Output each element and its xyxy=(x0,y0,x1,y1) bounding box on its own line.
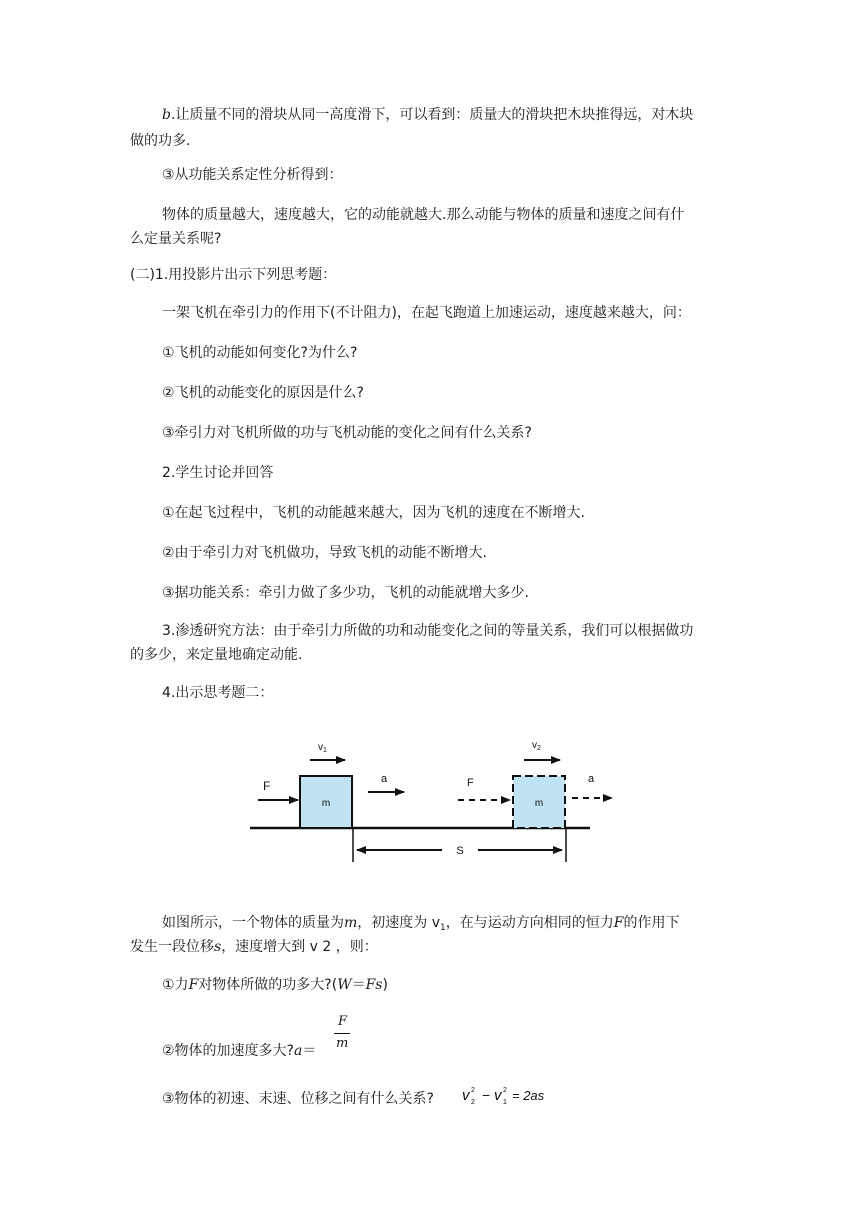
q1-var-F: F xyxy=(188,977,199,993)
step-3-line-1: 3.渗透研究方法：由于牵引力所做的功和动能变化之间的等量关系，我们可以根据做功 xyxy=(162,623,694,639)
s-label: S xyxy=(456,845,464,857)
q1-var-Fs: Fs xyxy=(365,977,383,993)
problem-text-3: ，在与运动方向相同的恒力 xyxy=(445,915,614,931)
problem-line-1 xyxy=(162,912,679,939)
v1-subscript: 1 xyxy=(440,923,446,933)
problem-text-1: 如图所示，一个物体的质量为 xyxy=(162,915,344,931)
line-conclusion-1: 物体的质量越大，速度越大，它的动能就越大.那么动能与物体的质量和速度之间有什 xyxy=(162,207,685,223)
answer-1: ①在起飞过程中，飞机的动能越来越大，因为飞机的速度在不断增大. xyxy=(162,505,585,521)
mass-label-left: m xyxy=(321,798,331,809)
q2-text: ②物体的加速度多大? xyxy=(162,1043,294,1059)
q2-var-a: a xyxy=(293,1043,303,1059)
svg-text:2: 2 xyxy=(503,1087,507,1094)
equation-rhs: = 2as xyxy=(512,1088,545,1103)
v1-label: $v_1$ xyxy=(318,742,327,754)
fraction-numerator: F xyxy=(338,1014,348,1029)
problem-line-2 xyxy=(130,936,378,958)
accel-label-left: a xyxy=(381,773,388,785)
var-s: s xyxy=(214,939,222,955)
sub-question-1 xyxy=(162,974,388,996)
svg-text:1: 1 xyxy=(503,1099,507,1106)
question-3: ③牵引力对飞机所做的功与飞机动能的变化之间有什么关系? xyxy=(162,425,532,441)
fraction-bar xyxy=(334,1033,350,1034)
line-b-part2: 做的功多. xyxy=(130,133,191,149)
force-diagram xyxy=(0,730,860,890)
kinematics-equation xyxy=(460,1080,570,1110)
svg-text:v: v xyxy=(462,1087,470,1104)
problem-text-2: ，初速度为 v xyxy=(357,915,441,931)
svg-text:2: 2 xyxy=(471,1099,475,1106)
sub-question-2 xyxy=(162,1040,316,1062)
problem-text-4: 的作用下 xyxy=(623,915,680,931)
answer-2: ②由于牵引力对飞机做功，导致飞机的动能不断增大. xyxy=(162,545,487,561)
question-2: ②飞机的动能变化的原因是什么? xyxy=(162,385,364,401)
force-label-right: F xyxy=(467,777,474,789)
svg-text:v: v xyxy=(494,1087,502,1104)
line-conclusion-2: 么定量关系呢? xyxy=(130,231,222,247)
answer-3: ③据功能关系：牵引力做了多少功，飞机的动能就增大多少. xyxy=(162,585,529,601)
svg-text:−: − xyxy=(482,1087,491,1103)
step-2-heading: 2.学生讨论并回答 xyxy=(162,465,274,481)
q1-close: ) xyxy=(382,977,388,993)
force-label-left: F xyxy=(263,779,271,793)
line-airplane: 一架飞机在牵引力的作用下(不计阻力)，在起飞跑道上加速运动，速度越来越大，问： xyxy=(162,305,691,321)
line-circle3-analysis: ③从功能关系定性分析得到： xyxy=(162,167,343,183)
mass-label-right: m xyxy=(534,798,544,809)
accel-label-right: a xyxy=(588,773,595,785)
step-3-line-2: 的多少，来定量地确定动能. xyxy=(130,647,303,663)
q1-eq: ＝ xyxy=(351,977,366,993)
v2-label: $v_2$ xyxy=(532,740,541,752)
var-F: F xyxy=(613,915,624,931)
svg-text:2: 2 xyxy=(471,1087,475,1094)
q1-var-W: W xyxy=(337,977,352,993)
var-m: m xyxy=(344,915,358,931)
line-b-text: .让质量不同的滑块从同一高度滑下，可以看到：质量大的滑块把木块推得远，对木块 xyxy=(170,107,694,123)
question-1: ①飞机的动能如何变化?为什么? xyxy=(162,345,358,361)
q1-text-2: 对物体所做的功多大?( xyxy=(198,977,338,993)
problem-text-5: 发生一段位移 xyxy=(130,939,214,955)
section-two-heading: (二)1.用投影片出示下列思考题： xyxy=(130,267,337,283)
problem-text-6: ，速度增大到 v 2 ，则： xyxy=(221,939,378,955)
q1-text-1: ①力 xyxy=(162,977,189,993)
q2-eq: ＝ xyxy=(302,1043,317,1059)
fraction-denominator: m xyxy=(336,1036,349,1051)
label-b: b xyxy=(162,107,171,123)
line-b-part1 xyxy=(162,104,693,126)
sub-question-3: ③物体的初速、末速、位移之间有什么关系? xyxy=(162,1091,434,1107)
step-4-heading: 4.出示思考题二： xyxy=(162,685,274,701)
